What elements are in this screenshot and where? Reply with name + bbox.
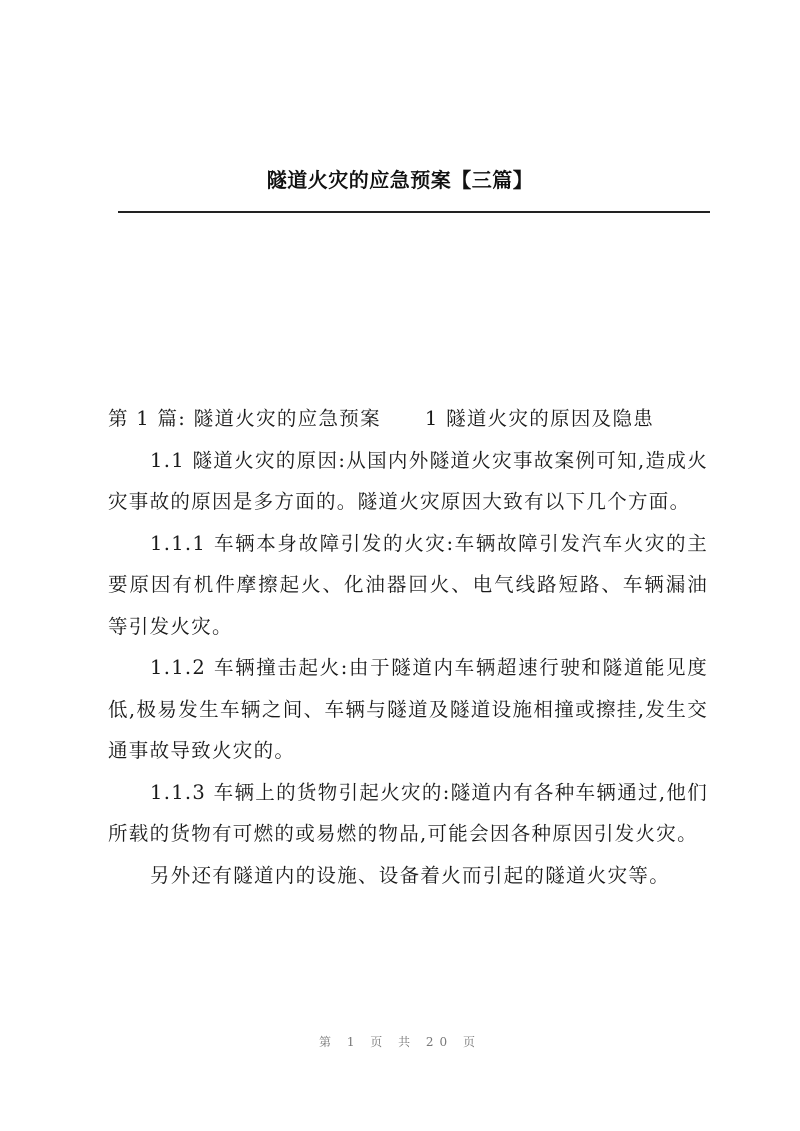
section-heading-line [108, 398, 708, 440]
paragraph: 1.1.3 车辆上的货物引起火灾的:隧道内有各种车辆通过,他们所载的货物有可燃的或易燃的物品,可能会因各种原因引发火灾。 [108, 780, 708, 845]
section-heading: 第 1 篇: 隧道火灾的应急预案 [108, 407, 381, 430]
section-subheading: 1 隧道火灾的原因及隐患 [424, 407, 655, 430]
title-divider [118, 211, 710, 213]
page-footer: 第 1 页 共 20 页 [319, 1035, 481, 1049]
paragraph: 另外还有隧道内的设施、设备着火而引起的隧道火灾等。 [150, 863, 671, 887]
document-title: 隧道火灾的应急预案【三篇】 [266, 168, 534, 192]
paragraph: 1.1.2 车辆撞击起火:由于隧道内车辆超速行驶和隧道能见度低,极易发生车辆之间、车辆与隧道及隧道设施相撞或擦挂,发生交通事故导致火灾的。 [108, 656, 708, 762]
paragraph: 1.1 隧道火灾的原因:从国内外隧道火灾事故案例可知,造成火灾事故的原因是多方面的。隧道火灾原因大致有以下几个方面。 [108, 448, 708, 513]
document-body [108, 398, 708, 896]
paragraph: 1.1.1 车辆本身故障引发的火灾:车辆故障引发汽车火灾的主要原因有机件摩擦起火、化油器回火、电气线路短路、车辆漏油等引发火灾。 [108, 531, 708, 638]
